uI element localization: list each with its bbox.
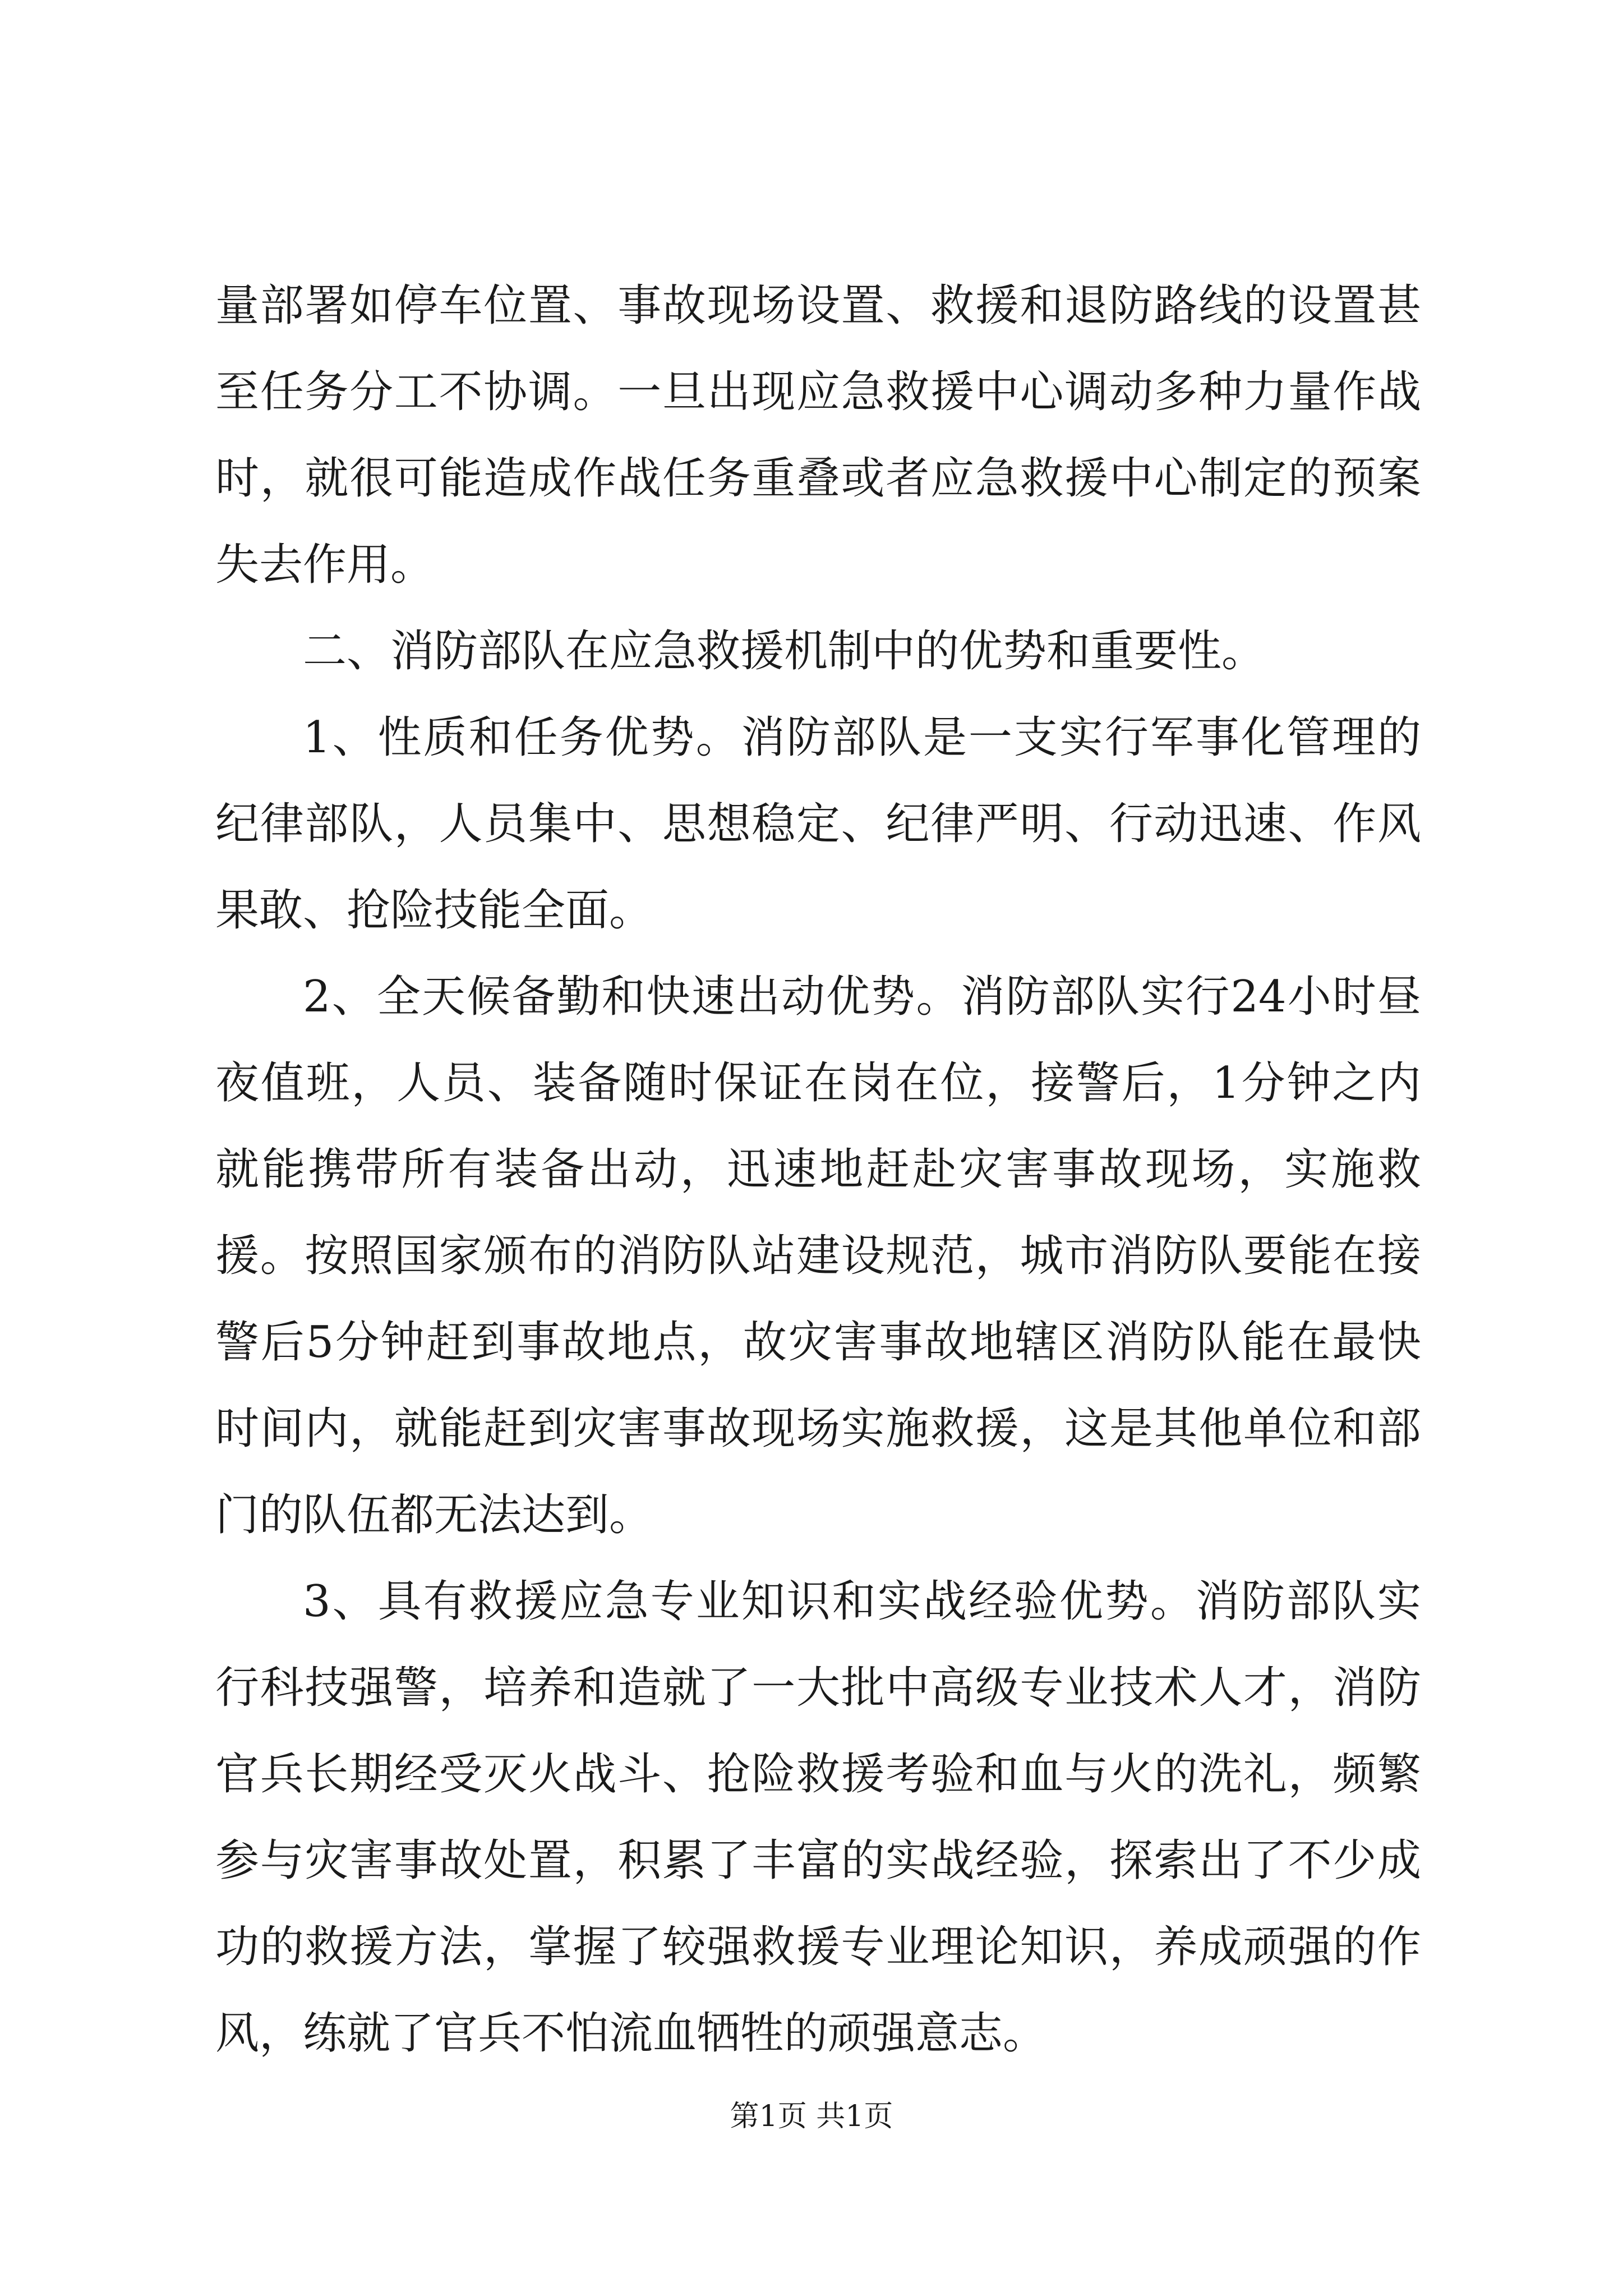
page-footer: 第1页 共1页: [730, 2100, 893, 2133]
paragraph-continuation: 量部署如停车位置、事故现场设置、救援和退防路线的设置甚至任务分工不协调。一旦出现应急救援中心调动多种力量作战时，就很可能造成作战任务重叠或者应急救援中心制定的预案失去作用。: [215, 280, 1421, 590]
section-heading: 二、消防部队在应急救援机制中的优势和重要性。: [303, 626, 1266, 677]
paragraph-item-1: 1、性质和任务优势。消防部队是一支实行军事化管理的纪律部队，人员集中、思想稳定、纪律严明、行动迅速、作风果敢、抢险技能全面。: [215, 712, 1421, 936]
paragraph-item-3: 3、具有救援应急专业知识和实战经验优势。消防部队实行科技强警，培养和造就了一大批中高级专业技术人才，消防官兵长期经受灭火战斗、抢险救援考验和血与火的洗礼，频繁参与灾害事故处置，积累了丰富的实战经验，探索出了不少成功的救援方法，掌握了较强救援专业理论知识，养成顽强的作风，练就了官兵不怕流血牺牲的顽强意志。: [215, 1576, 1421, 2059]
document-body: [215, 263, 1421, 2077]
paragraph-item-2: 2、全天候备勤和快速出动优势。消防部队实行24小时昼夜值班，人员、装备随时保证在岗在位，接警后，1分钟之内就能携带所有装备出动，迅速地赶赴灾害事故现场，实施救援。按照国家颁布的消防队站建设规范，城市消防队要能在接警后5分钟赶到事故地点，故灾害事故地辖区消防队能在最快时间内，就能赶到灾害事故现场实施救援，这是其他单位和部门的队伍都无法达到。: [215, 972, 1421, 1540]
